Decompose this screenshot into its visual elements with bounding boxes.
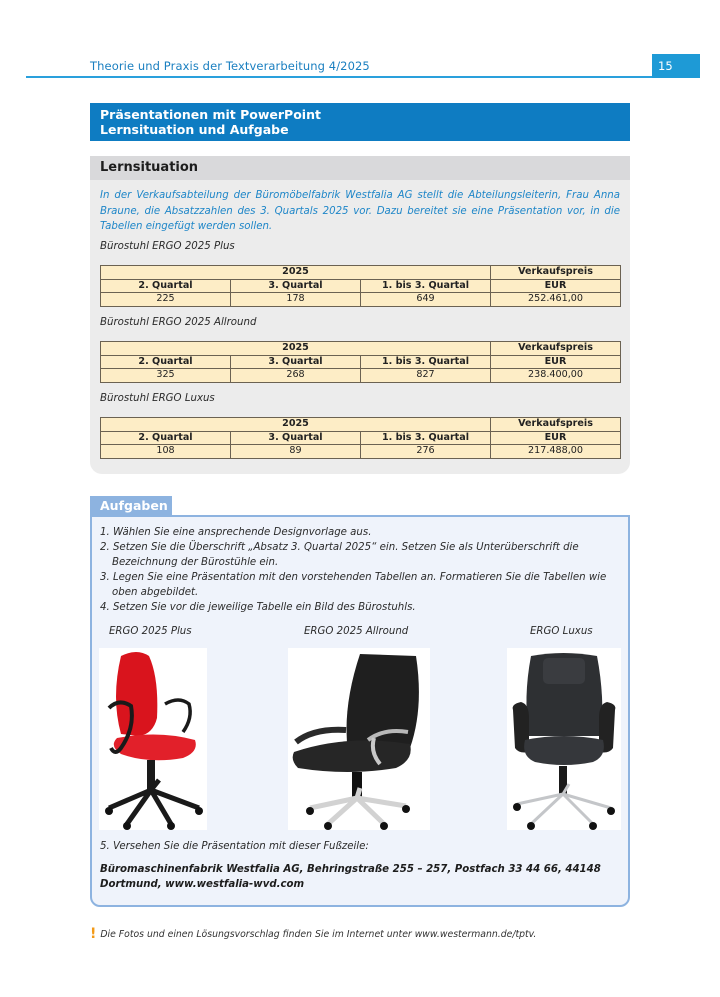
black-executive-chair-photo [288,648,430,830]
header-q1-3: 1. bis 3. Quartal [361,355,491,369]
image-caption-luxus: ERGO Luxus [530,626,593,637]
cell-price: 238.400,00 [491,369,621,383]
aufgaben-heading: Aufgaben [90,496,172,516]
page-number: 15 [652,54,700,78]
header-price: Verkaufspreis [491,342,621,356]
banner-title: Präsentationen mit PowerPoint [100,107,321,122]
header-q2: 2. Quartal [101,279,231,293]
header-currency: EUR [491,279,621,293]
cell-q2: 325 [101,369,231,383]
image-caption-allround: ERGO 2025 Allround [304,626,409,637]
note-text: Die Fotos und einen Lösungsvorschlag finden Sie im Internet unter www.westermann.de/tptv. [100,929,537,940]
task-item: 4. Setzen Sie vor die jeweilige Tabelle ein Bild des Bürostuhls. [100,602,416,613]
header-year: 2025 [101,266,491,280]
lernsituation-heading: Lernsituation [90,156,630,180]
cell-q1-3: 276 [361,445,491,459]
cell-q3: 268 [231,369,361,383]
presentation-footer-text: Büromaschinenfabrik Westfalia AG, Behringstraße 255 – 257, Postfach 33 44 66, 44148 Dortmund, www.westfalia-wvd.com [100,864,601,890]
task-item: 2. Setzen Sie die Überschrift „Absatz 3. Quartal 2025“ ein. Setzen Sie als Unterüberschrift die Bezeichnung der Bürostühle ein. [100,542,579,568]
header-q3: 3. Quartal [231,355,361,369]
cell-q1-3: 649 [361,293,491,307]
note-line [90,926,536,942]
task-item-5: 5. Versehen Sie die Präsentation mit dieser Fußzeile: [100,841,369,852]
header-currency: EUR [491,431,621,445]
table-row [101,445,621,459]
table-row [101,369,621,383]
cell-q2: 225 [101,293,231,307]
header-q3: 3. Quartal [231,431,361,445]
header-q2: 2. Quartal [101,431,231,445]
header-q1-3: 1. bis 3. Quartal [361,431,491,445]
cell-q2: 108 [101,445,231,459]
header-price: Verkaufspreis [491,418,621,432]
task-item: 1. Wählen Sie eine ansprechende Designvorlage aus. [100,527,372,538]
black-leather-chair-photo [507,648,621,830]
cell-price: 252.461,00 [491,293,621,307]
running-header-title: Theorie und Praxis der Textverarbeitung 4/2025 [90,59,370,73]
cell-q3: 178 [231,293,361,307]
sales-table-allround [100,341,621,383]
banner-subtitle: Lernsituation und Aufgabe [100,122,289,137]
header-price: Verkaufspreis [491,266,621,280]
cell-q1-3: 827 [361,369,491,383]
lernsituation-intro: In der Verkaufsabteilung der Büromöbelfabrik Westfalia AG stellt die Abteilungsleiterin, Frau Anna Braune, die Absatzzahlen des 3. Quartals 2025 vor. Dazu bereitet sie eine Präsentation vor, in die Tabellen eingefügt werden sollen. [100,190,620,232]
header-q2: 2. Quartal [101,355,231,369]
header-q3: 3. Quartal [231,279,361,293]
exclamation-icon: ! [90,926,97,942]
lernsituation-box [90,156,630,474]
task-item: 3. Legen Sie eine Präsentation mit den vorstehenden Tabellen an. Formatieren Sie die Tabellen wie oben abgebildet. [100,572,607,598]
task-list [100,525,625,615]
section-banner [90,103,630,141]
image-caption-plus: ERGO 2025 Plus [109,626,192,637]
black-executive-chair-icon [288,648,430,830]
chair-label-allround: Bürostuhl ERGO 2025 Allround [100,317,257,328]
chair-label-luxus: Bürostuhl ERGO Luxus [100,393,215,404]
header-rule [26,76,652,78]
header-q1-3: 1. bis 3. Quartal [361,279,491,293]
header-year: 2025 [101,342,491,356]
table-row [101,293,621,307]
aufgaben-box [90,515,630,907]
cell-price: 217.488,00 [491,445,621,459]
cell-q3: 89 [231,445,361,459]
red-office-chair-photo [99,648,207,830]
black-leather-chair-icon [507,648,621,830]
red-office-chair-icon [99,648,207,830]
sales-table-plus [100,265,621,307]
sales-table-luxus [100,417,621,459]
header-currency: EUR [491,355,621,369]
chair-label-plus: Bürostuhl ERGO 2025 Plus [100,241,235,252]
header-year: 2025 [101,418,491,432]
